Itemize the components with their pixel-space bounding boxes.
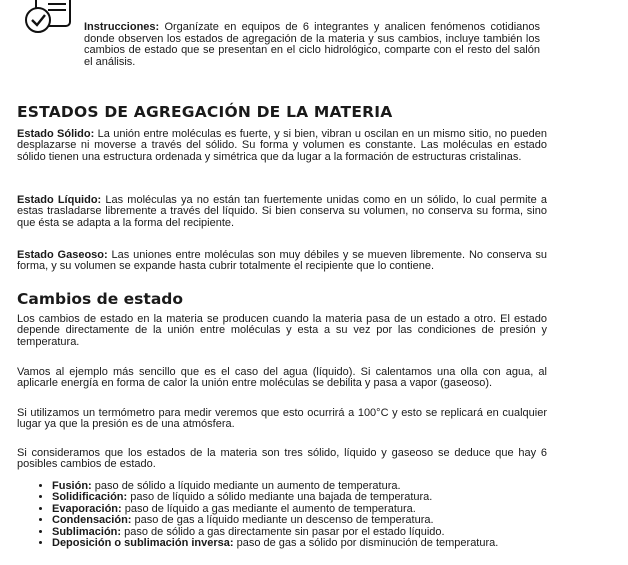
- state-gas: [17, 250, 547, 273]
- state-liquid-text: Las moléculas ya no están tan fuertemente unidas como en un sólido, lo cual permite a estas trasladarse libremente a través del líquido. Si bien conserva su volumen, no conserva su forma, sino que ésta se adapta a la forma del recipiente.: [17, 194, 547, 229]
- state-solid: [17, 129, 547, 163]
- instructions-label: Instrucciones:: [84, 21, 160, 33]
- paragraph-water-example: Vamos al ejemplo más sencillo que es el caso del agua (líquido). Si calentamos una olla con agua, al aplicarle energía en forma de calor la unión entre moléculas se debilita y pasa a vapor (gaseoso).: [17, 366, 547, 390]
- change-text: paso de sólido a gas directamente sin pasar por el estado líquido.: [124, 525, 445, 538]
- change-label: Sublimación:: [52, 525, 122, 538]
- change-text: paso de sólido a líquido mediante un aumento de temperatura.: [94, 480, 401, 492]
- state-solid-label: Estado Sólido:: [17, 128, 95, 140]
- change-label: Condensación:: [52, 514, 132, 527]
- paragraph-six-changes: Si consideramos que los estados de la materia son tres sólido, líquido y gaseoso se deduce que hay 6 posibles cambios de estado.: [17, 447, 547, 471]
- page-title: ESTADOS DE AGREGACIÓN DE LA MATERIA: [17, 103, 393, 121]
- state-gas-label: Estado Gaseoso:: [17, 249, 108, 261]
- change-text: paso de gas a sólido por disminución de temperatura.: [236, 537, 499, 550]
- change-label: Deposición o sublimación inversa:: [52, 537, 234, 550]
- state-gas-text: Las uniones entre moléculas son muy débiles y se mueven libremente. No conserva su forma, y su volumen se expande hasta cubrir totalmente el recipiente que lo contiene.: [17, 249, 548, 273]
- state-solid-text: La unión entre moléculas es fuerte, y si bien, vibran u oscilan en un mismo sitio, no pueden desplazarse ni moverse a través del sólido. Su forma y volumen es constante. Las moléculas en estado sólido tienen una estructura ordenada y simétrica que da lugar a la formación de estructuras cristalinas.: [17, 128, 547, 163]
- change-text: paso de líquido a gas mediante el aumento de temperatura.: [124, 502, 416, 515]
- state-changes-list: [36, 481, 572, 549]
- list-item: [52, 538, 572, 549]
- paragraph-intro: Los cambios de estado en la materia se producen cuando la materia pasa de un estado a otro. El estado depende directamente de la unión entre moléculas y esta a su vez por las condiciones de presión y temperatura.: [17, 313, 547, 348]
- state-liquid-label: Estado Líquido:: [17, 194, 102, 206]
- change-text: paso de líquido a sólido mediante una bajada de temperatura.: [130, 491, 433, 504]
- change-text: paso de gas a líquido mediante un descenso de temperatura.: [134, 514, 434, 527]
- state-liquid: [17, 195, 547, 229]
- section-title-changes: Cambios de estado: [17, 290, 184, 308]
- paragraph-thermometer: Si utilizamos un termómetro para medir veremos que esto ocurrirá a 100°C y esto se replicará en cualquier lugar ya que la presión es de una atmósfera.: [17, 407, 547, 431]
- change-label: Solidificación:: [52, 491, 128, 504]
- instructions-block: [84, 22, 540, 68]
- change-label: Fusión:: [52, 480, 92, 492]
- check-circle-icon: [22, 0, 76, 38]
- change-label: Evaporación:: [52, 502, 122, 515]
- instructions-text: Organízate en equipos de 6 integrantes y analicen fenómenos cotidianos donde observen los estados de agregación de la materia y sus cambios, incluye también los cambios de estado que se presentan en el ciclo hidrológico, comparte con el resto del salón el análisis.: [84, 21, 541, 68]
